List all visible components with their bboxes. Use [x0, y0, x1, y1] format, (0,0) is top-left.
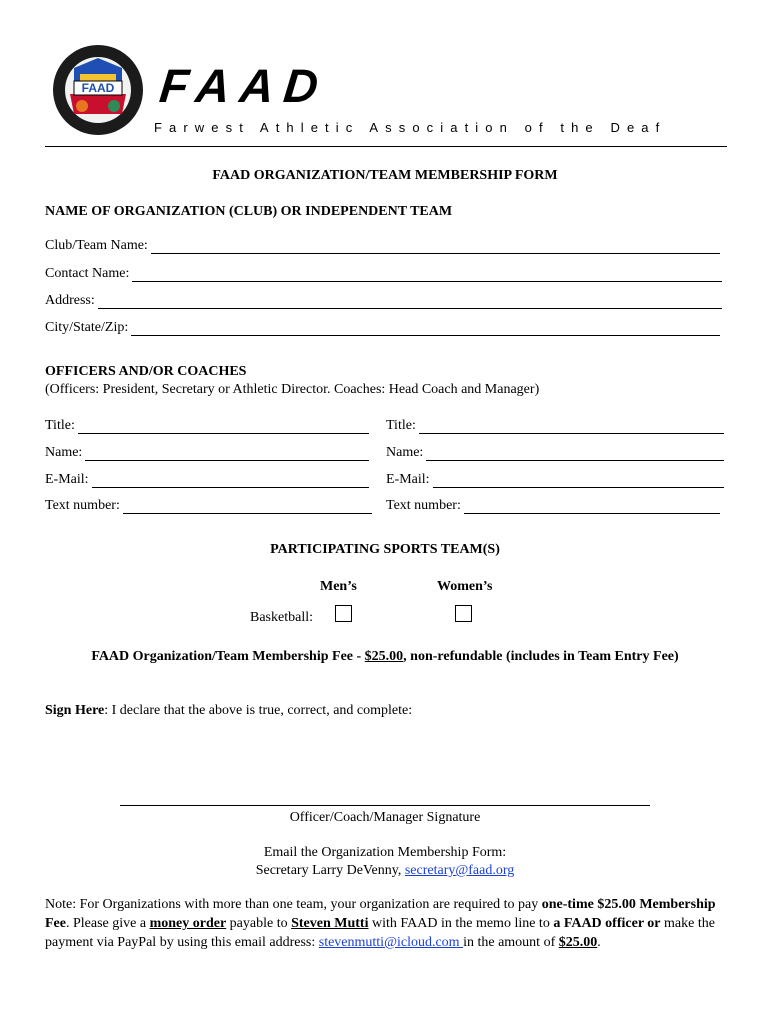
field-label: E-Mail:	[386, 472, 430, 487]
fee-prefix: FAAD Organization/Team Membership Fee -	[91, 649, 365, 664]
secretary-email-link[interactable]: secretary@faad.org	[404, 863, 515, 878]
org-section-heading: NAME OF ORGANIZATION (CLUB) OR INDEPENDENT TEAM	[45, 204, 453, 219]
faad-logo	[52, 44, 144, 136]
field-label: Name:	[386, 445, 424, 460]
logo-faad-text: FAAD	[81, 81, 115, 95]
left-name-field[interactable]	[45, 445, 369, 461]
field-blank[interactable]	[132, 269, 722, 282]
note-text: make the payment via PayPal by using this email address:	[45, 916, 715, 950]
officers-section-subheading: (Officers: President, Secretary or Athletic Director. Coaches: Head Coach and Manager)	[45, 382, 540, 397]
left-email-field[interactable]	[45, 472, 369, 488]
field-blank[interactable]	[419, 421, 724, 434]
right-title-field[interactable]	[386, 418, 724, 434]
field-label: Address:	[45, 293, 95, 308]
sign-here-label: Sign Here	[45, 703, 105, 718]
fee-amount: $25.00	[364, 649, 404, 664]
sports-heading: PARTICIPATING SPORTS TEAM(S)	[270, 542, 500, 557]
field-label: Title:	[45, 418, 75, 433]
note-text: Note: For Organizations with more than one team, your organization are required to pay	[45, 897, 542, 912]
note-text: payable to	[226, 916, 292, 931]
signature-line[interactable]	[120, 805, 650, 806]
field-blank[interactable]	[92, 475, 369, 488]
note-officer-bold: a FAAD officer or	[553, 916, 661, 931]
field-blank[interactable]	[123, 501, 372, 514]
note-money-order: money order	[149, 916, 227, 931]
field-blank[interactable]	[464, 501, 720, 514]
field-blank[interactable]	[426, 448, 724, 461]
note-text: in the amount of	[463, 935, 559, 950]
sign-here-text: : I declare that the above is true, correct, and complete:	[104, 703, 413, 718]
field-label: Title:	[386, 418, 416, 433]
womens-basketball-checkbox[interactable]	[455, 605, 472, 622]
mens-basketball-checkbox[interactable]	[335, 605, 352, 622]
club-team-name-field[interactable]	[45, 238, 720, 254]
address-field[interactable]	[45, 293, 722, 309]
field-label: City/State/Zip:	[45, 320, 129, 335]
field-blank[interactable]	[131, 323, 720, 336]
field-label: Contact Name:	[45, 266, 130, 281]
mens-column-label: Men’s	[320, 579, 357, 594]
right-name-field[interactable]	[386, 445, 724, 461]
field-label: Text number:	[386, 498, 461, 513]
email-instruction: Email the Organization Membership Form:	[263, 845, 507, 860]
note-text: .	[597, 935, 601, 950]
field-label: Club/Team Name:	[45, 238, 148, 253]
note-text: . Please give a	[65, 916, 150, 931]
field-blank[interactable]	[433, 475, 724, 488]
left-text-number-field[interactable]	[45, 498, 372, 514]
contact-name-field[interactable]	[45, 266, 722, 282]
field-blank[interactable]	[85, 448, 369, 461]
left-title-field[interactable]	[45, 418, 369, 434]
city-state-zip-field[interactable]	[45, 320, 720, 336]
brand-tagline: Farwest Athletic Association of the Deaf	[154, 120, 667, 135]
basketball-label: Basketball:	[250, 610, 313, 625]
note-text: with FAAD in the memo line to	[368, 916, 554, 931]
secretary-name: Secretary Larry DeVenny,	[255, 863, 405, 878]
sign-here-statement	[45, 703, 412, 719]
field-label: Name:	[45, 445, 83, 460]
brand-title: FAAD	[157, 59, 331, 112]
note-payee: Steven Mutti	[291, 916, 369, 931]
officers-section-heading: OFFICERS AND/OR COACHES	[45, 364, 247, 379]
right-email-field[interactable]	[386, 472, 724, 488]
signature-caption: Officer/Coach/Manager Signature	[289, 810, 481, 825]
paypal-email-link[interactable]: stevenmutti@icloud.com	[318, 935, 464, 950]
field-blank[interactable]	[151, 241, 720, 254]
note-amount: $25.00	[558, 935, 598, 950]
field-blank[interactable]	[98, 296, 722, 309]
payment-note	[45, 895, 725, 952]
note-fee-bold: one-time $25.00 Membership Fee	[45, 897, 716, 931]
field-blank[interactable]	[78, 421, 369, 434]
field-label: E-Mail:	[45, 472, 89, 487]
membership-fee-line	[0, 649, 770, 665]
field-label: Text number:	[45, 498, 120, 513]
fee-suffix: , non-refundable (includes in Team Entry Fee)	[403, 649, 679, 664]
right-text-number-field[interactable]	[386, 498, 720, 514]
email-secretary-line	[0, 863, 770, 879]
form-title: FAAD ORGANIZATION/TEAM MEMBERSHIP FORM	[212, 168, 558, 183]
womens-column-label: Women’s	[437, 579, 493, 594]
header-divider	[45, 146, 727, 147]
